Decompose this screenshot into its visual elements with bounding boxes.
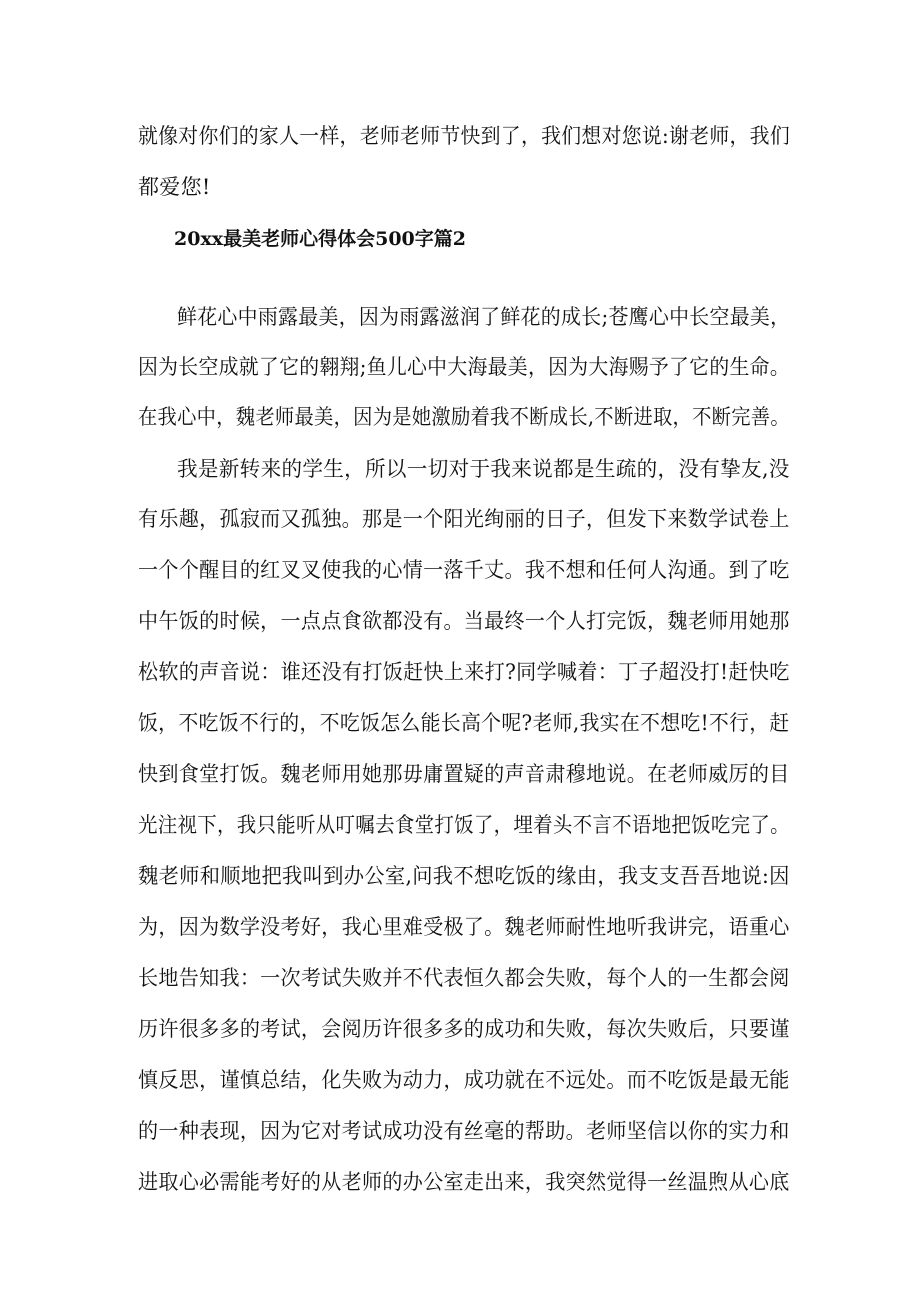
paragraph-line: 慎反思，谨慎总结，化失败为动力，成功就在不远处。而不吃饭是最无能 bbox=[138, 1068, 790, 1092]
paragraph-line: 历许很多多的考试，会阅历许很多多的成功和失败，每次失败后，只要谨 bbox=[138, 1017, 790, 1041]
paragraph-line: 松软的声音说：谁还没有打饭赶快上来打?同学喊着：丁子超没打!赶快吃 bbox=[138, 660, 790, 684]
paragraph-line: 在我心中，魏老师最美，因为是她激励着我不断成长,不断进取，不断完善。 bbox=[138, 405, 790, 429]
paragraph-line: 进取心必需能考好的从老师的办公室走出来，我突然觉得一丝温煦从心底 bbox=[138, 1170, 790, 1194]
paragraph-line: 魏老师和顺地把我叫到办公室,问我不想吃饭的缘由，我支支吾吾地说:因 bbox=[138, 864, 790, 888]
paragraph-line: 的一种表现，因为它对考试成功没有丝毫的帮助。老师坚信以你的实力和 bbox=[138, 1119, 790, 1143]
paragraph-line: 为，因为数学没考好，我心里难受极了。魏老师耐性地听我讲完，语重心 bbox=[138, 915, 790, 939]
paragraph-line: 有乐趣，孤寂而又孤独。那是一个阳光绚丽的日子，但发下来数学试卷上 bbox=[138, 507, 790, 531]
paragraph-line: 光注视下，我只能听从叮嘱去食堂打饭了，埋着头不言不语地把饭吃完了。 bbox=[138, 813, 790, 837]
intro-line: 就像对你们的家人一样，老师老师节快到了，我们想对您说:谢老师，我们 bbox=[138, 124, 790, 148]
paragraph-line: 中午饭的时候，一点点食欲都没有。当最终一个人打完饭，魏老师用她那 bbox=[138, 609, 790, 633]
paragraph-line: 长地告知我：一次考试失败并不代表恒久都会失败，每个人的一生都会阅 bbox=[138, 966, 790, 990]
section-heading: 20xx最美老师心得体会500字篇2 bbox=[174, 228, 466, 250]
paragraph-line: 鲜花心中雨露最美，因为雨露滋润了鲜花的成长;苍鹰心中长空最美， bbox=[177, 305, 791, 329]
intro-line: 都爱您! bbox=[138, 175, 211, 199]
paragraph-line: 因为长空成就了它的翱翔;鱼儿心中大海最美，因为大海赐予了它的生命。 bbox=[138, 355, 790, 379]
paragraph-line: 快到食堂打饭。魏老师用她那毋庸置疑的声音肃穆地说。在老师威厉的目 bbox=[138, 762, 790, 786]
paragraph-line: 一个个醒目的红叉叉使我的心情一落千丈。我不想和任何人沟通。到了吃 bbox=[138, 558, 790, 582]
paragraph-line: 我是新转来的学生，所以一切对于我来说都是生疏的，没有挚友,没 bbox=[177, 457, 790, 481]
paragraph-line: 饭，不吃饭不行的，不吃饭怎么能长高个呢?老师,我实在不想吃!不行，赶 bbox=[138, 711, 790, 735]
